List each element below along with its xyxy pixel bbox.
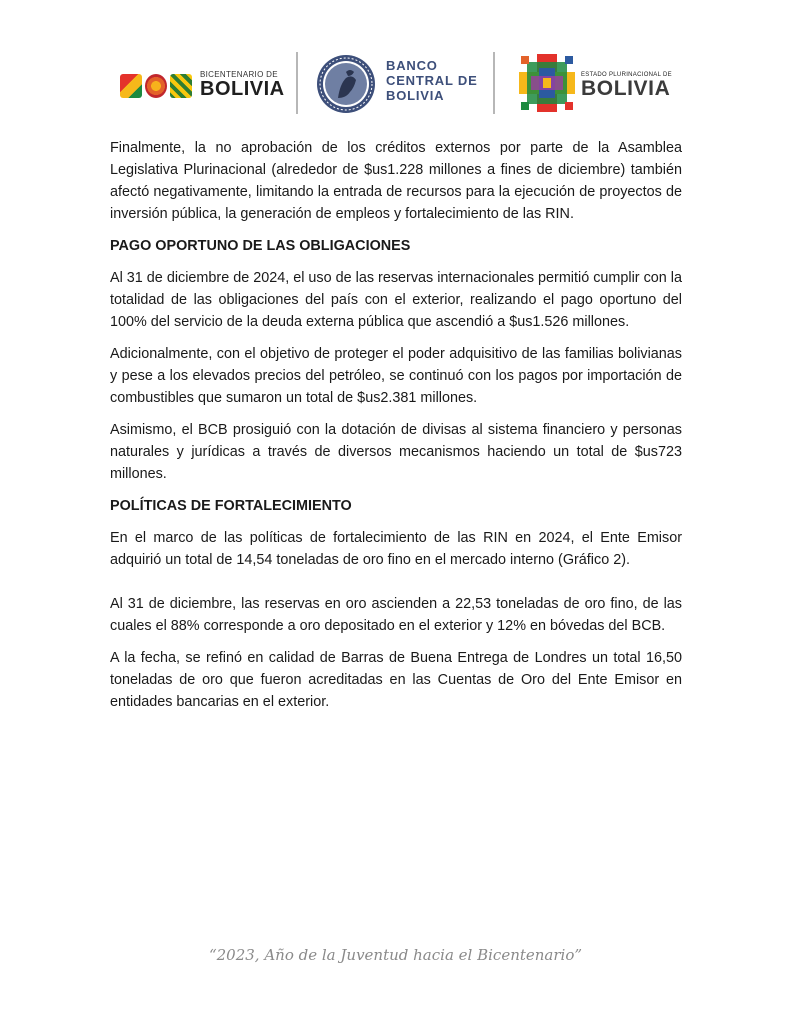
bicentenario-icon-1 xyxy=(120,74,142,98)
estado-wordmark xyxy=(581,72,672,100)
bcb-line-2: CENTRAL DE xyxy=(386,73,478,88)
paragraph-compra-oro: En el marco de las políticas de fortalecimiento de las RIN en 2024, el Ente Emisor adquirió un total de 14,54 toneladas de oro fino en el mercado interno (Gráfico 2). xyxy=(110,530,682,568)
bicentenario-icon-2 xyxy=(145,74,167,98)
paragraph-refinacion-oro: A la fecha, se refinó en calidad de Barras de Buena Entrega de Londres un total 16,50 toneladas de oro que fueron acreditadas en las Cuentas de Oro del Ente Emisor en entidades bancarias en el exterior. xyxy=(110,650,682,710)
header-divider-2 xyxy=(493,52,495,114)
bcb-line-1: BANCO xyxy=(386,58,438,73)
section-title-pago-oportuno: PAGO OPORTUNO DE LAS OBLIGACIONES xyxy=(110,238,411,254)
paragraph-servicio-deuda: Al 31 de diciembre de 2024, el uso de las reservas internacionales permitió cumplir con la totalidad de las obligaciones del país con el exterior, realizando el pago oportuno del 100% del servicio de la deuda externa pública que ascendió a $us1.526 millones. xyxy=(110,270,682,330)
paragraph-reservas-oro: Al 31 de diciembre, las reservas en oro ascienden a 22,53 toneladas de oro fino, de las cuales el 88% corresponde a oro depositado en el exterior y 12% en bóvedas del BCB. xyxy=(110,596,682,634)
letterhead xyxy=(0,48,791,118)
bcb-logo xyxy=(316,52,481,114)
estado-small-text: ESTADO PLURINACIONAL DE xyxy=(581,72,672,78)
bcb-seal-icon xyxy=(316,54,376,114)
bicentenario-small-text: BICENTENARIO DE xyxy=(200,70,278,79)
estado-big-text: BOLIVIA xyxy=(581,77,671,100)
bcb-wordmark xyxy=(386,58,478,103)
paragraph-creditos-externos: Finalmente, la no aprobación de los créditos externos por parte de la Asamblea Legislativa Plurinacional (alrededor de $us1.228 millones a fines de diciembre) también afectó negativamente, limitando la entrada de recursos para la ejecución de proyectos de inversión pública, la generación de empleos y fortalecimiento de las RIN. xyxy=(110,140,682,222)
bicentenario-wordmark xyxy=(200,70,285,99)
bicentenario-icon-3 xyxy=(170,74,192,98)
paragraph-combustibles: Adicionalmente, con el objetivo de proteger el poder adquisitivo de las familias bolivianas y pese a los elevados precios del petróleo, se continuó con los pagos por importación de combustibles que sumaron un total de $us2.381 millones. xyxy=(110,346,682,406)
bicentenario-big-text: BOLIVIA xyxy=(200,78,285,100)
document-body xyxy=(110,137,682,723)
estado-plurinacional-logo xyxy=(517,52,677,114)
footer-motto: “2023, Año de la Juventud hacia el Bicentenario” xyxy=(208,946,583,964)
chakana-emblem-icon xyxy=(517,52,577,114)
bcb-line-3: BOLIVIA xyxy=(386,88,445,103)
paragraph-dotacion-divisas: Asimismo, el BCB prosiguió con la dotación de divisas al sistema financiero y personas naturales y jurídicas a través de diversos mecanismos haciendo un total de $us723 millones. xyxy=(110,422,682,482)
bicentenario-logo xyxy=(120,70,285,104)
section-title-politicas-fortalecimiento: POLÍTICAS DE FORTALECIMIENTO xyxy=(110,498,352,514)
bicentenario-icons xyxy=(120,74,192,98)
header-divider-1 xyxy=(296,52,298,114)
